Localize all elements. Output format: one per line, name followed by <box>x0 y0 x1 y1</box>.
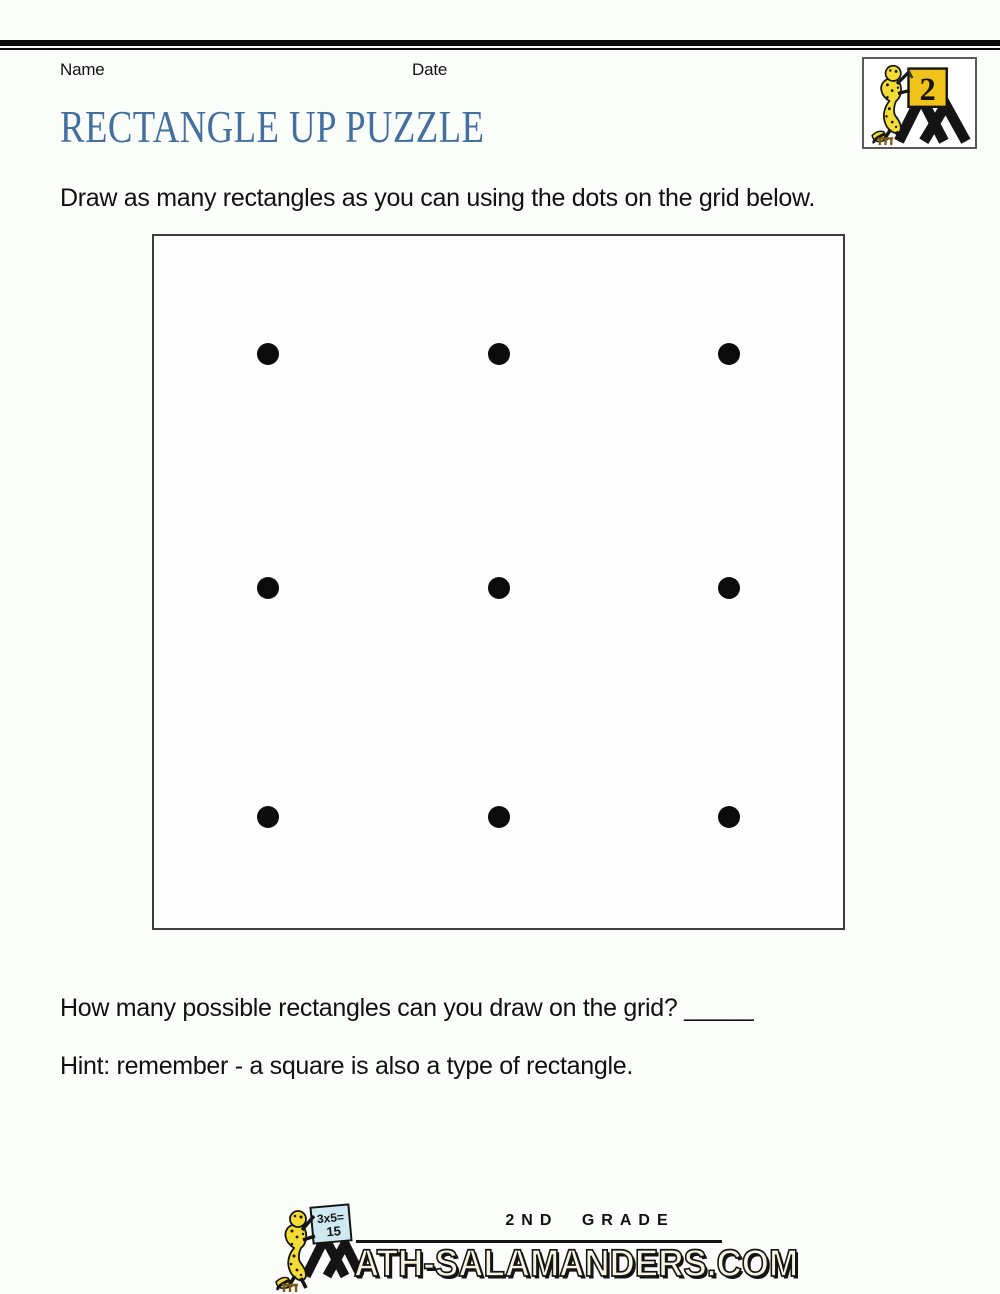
question-label: How many possible rectangles can you draw on the grid? <box>60 994 678 1022</box>
date-label: Date <box>412 60 448 79</box>
footer-logo-art <box>270 1198 364 1294</box>
stool-icon <box>878 138 893 145</box>
grid-dot <box>718 806 740 828</box>
stool-icon <box>282 1285 298 1292</box>
grade-level-text: 2ND GRADE <box>505 1212 675 1229</box>
answer-blank: _____ <box>684 994 754 1022</box>
grid-dot <box>257 343 279 365</box>
sign-line1: 3x5= <box>316 1209 345 1227</box>
instruction-text: Draw as many rectangles as you can using the dots on the grid below. <box>60 184 816 212</box>
top-rule-thin <box>0 48 1000 50</box>
grid-dot <box>488 806 510 828</box>
site-wordmark: ATH-SALAMANDERS.COM <box>354 1243 799 1285</box>
dot-grid <box>152 234 845 930</box>
footer-logo <box>270 1198 799 1294</box>
grid-dot <box>718 577 740 599</box>
page-title: RECTANGLE UP PUZZLE <box>60 101 485 152</box>
name-label: Name <box>60 60 105 79</box>
grid-dot <box>488 343 510 365</box>
grid-dot <box>257 577 279 599</box>
grid-dot <box>718 343 740 365</box>
grid-dot <box>488 577 510 599</box>
grid-dot <box>257 806 279 828</box>
grade-badge-art <box>864 59 975 147</box>
top-rule-thick <box>0 40 1000 46</box>
question-text <box>60 994 754 1023</box>
hint-text: Hint: remember - a square is also a type of rectangle. <box>60 1052 633 1080</box>
grade-badge <box>862 57 977 149</box>
grade-number: 2 <box>919 72 936 109</box>
salamander-icon <box>276 1211 315 1292</box>
sign-line2: 15 <box>325 1223 342 1240</box>
